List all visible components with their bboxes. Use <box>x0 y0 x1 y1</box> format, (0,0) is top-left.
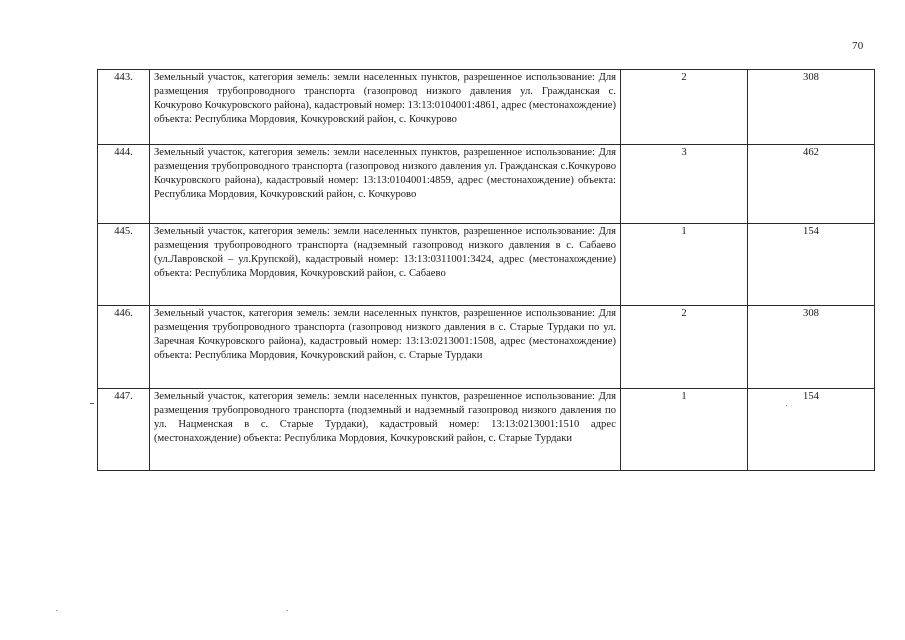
count-cell: 1 <box>621 224 748 306</box>
description-cell: Земельный участок, категория земель: земли населенных пунктов, разрешенное использование: Для размещения трубопроводного транспорта (газопровод низкого давления в с. Старые Турдаки по ул. Заречная Кочкуровского района), кадастровый номер: 13:13:0213001:1508, адрес (местонахождение) объекта: Республика Мордовия, Кочкуровский район, с. Старые Турдаки <box>150 306 621 389</box>
area-cell: 154 <box>748 389 875 471</box>
description-cell: Земельный участок, категория земель: земли населенных пунктов, разрешенное использование: Для размещения трубопроводного транспорта (газопровод низкого давления ул. Гражданская с. Кочкурово Кочкуровского района), кадастровый номер: 13:13:0104001:4861, адрес (местонахождение) объекта: Республика Мордовия, Кочкуровский район, с. Кочкурово <box>150 70 621 145</box>
area-cell: 308 <box>748 306 875 389</box>
row-number-cell: 444. <box>98 145 150 224</box>
page-number: 70 <box>852 40 864 52</box>
table-row <box>98 70 875 145</box>
count-cell: 2 <box>621 70 748 145</box>
area-cell: 308 <box>748 70 875 145</box>
area-cell: 154 <box>748 224 875 306</box>
description-cell: Земельный участок, категория земель: земли населенных пунктов, разрешенное использование: Для размещения трубопроводного транспорта (газопровод низкого давления ул. Гражданская с.Кочкурово Кочкуровского района), кадастровый номер: 13:13:0104001:4859, адрес (местонахождение) объекта: Республика Мордовия, Кочкуровский район, с. Кочкурово <box>150 145 621 224</box>
table-row <box>98 389 875 471</box>
count-cell: 1 <box>621 389 748 471</box>
count-cell: 2 <box>621 306 748 389</box>
row-number-cell: 445. <box>98 224 150 306</box>
area-cell: 462 <box>748 145 875 224</box>
land-plots-table <box>97 69 875 471</box>
description-cell: Земельный участок, категория земель: земли населенных пунктов, разрешенное использование: Для размещения трубопроводного транспорта (надземный газопровод низкого давления в с. Сабаево (ул.Лавровской – ул.Крупской), кадастровый номер: 13:13:0311001:3424, адрес (местонахождение) объекта: Республика Мордовия, Кочкуровский район, с. Сабаево <box>150 224 621 306</box>
margin-mark <box>90 403 94 404</box>
description-cell: Земельный участок, категория земель: земли населенных пунктов, разрешенное использование: Для размещения трубопроводного транспорта (подземный и надземный газопровод низкого давления по ул. Нацменская в с. Старые Турдаки), кадастровый номер: 13:13:0213001:1510 адрес (местонахождение) объекта: Республика Мордовия, Кочкуровский район, с. Старые Турдаки <box>150 389 621 471</box>
count-cell: 3 <box>621 145 748 224</box>
row-number-cell: 446. <box>98 306 150 389</box>
scan-speck <box>56 610 57 611</box>
row-number-cell: 447. <box>98 389 150 471</box>
table-row <box>98 224 875 306</box>
table-row <box>98 306 875 389</box>
scan-speck <box>287 610 288 611</box>
row-number-cell: 443. <box>98 70 150 145</box>
table-row <box>98 145 875 224</box>
